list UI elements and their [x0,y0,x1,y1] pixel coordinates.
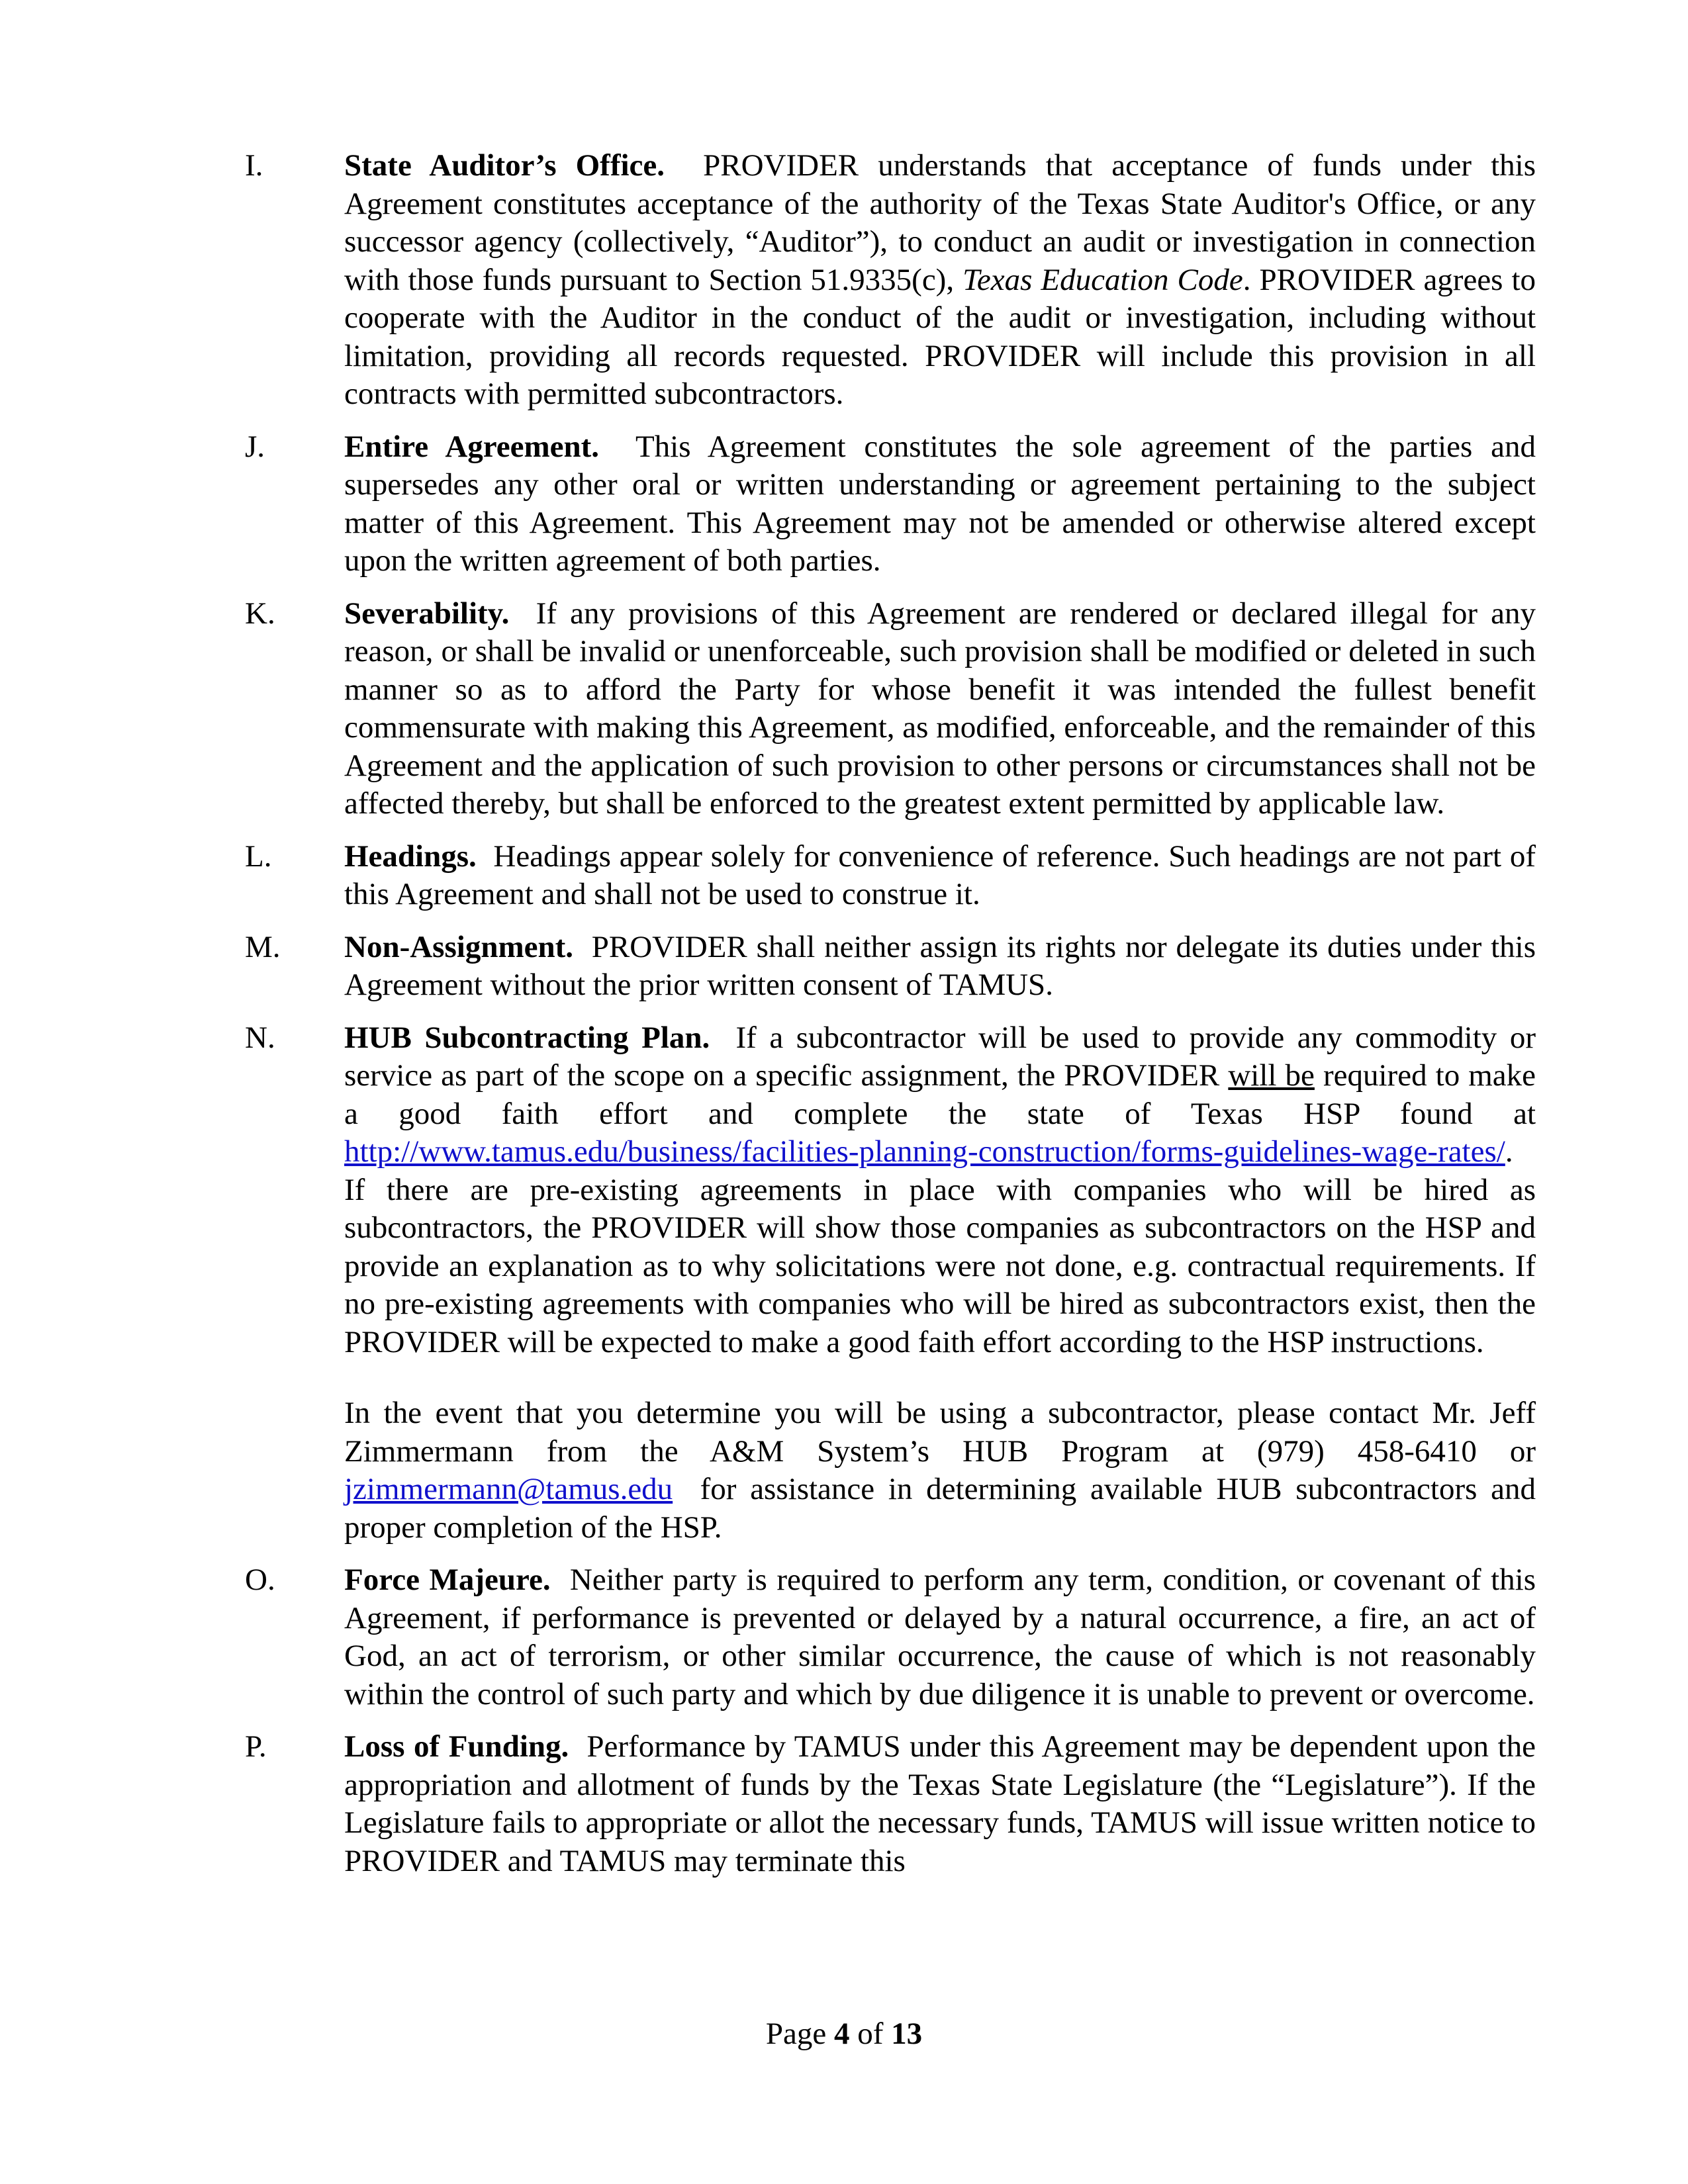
section-text: In the event that you determine you will be using a subcontractor, please contact Mr. Jeff Zimmermann from the A&M System’s HUB Program at (979) 458-6410 or [344,1396,1536,1469]
section-loss-of-funding [245,1728,1536,1880]
section-text: If a subcontractor will be used to provide any commodity or service as part of the scope on a specific assignment, the PROVIDER [344,1020,1536,1093]
section-letter: O. [245,1563,275,1597]
section-paragraph [344,838,1536,914]
section-heading: Headings. [344,839,477,874]
section-heading: HUB Subcontracting Plan. [344,1020,710,1055]
section-letter: M. [245,929,281,964]
section-text: required to make a good faith effort and complete the state of Texas HSP found at [344,1058,1536,1131]
section-letter: J. [245,429,265,464]
of-word: of [857,2017,884,2051]
section-paragraph [344,929,1536,1005]
sections-list [245,147,1536,1895]
section-text: Neither party is required to perform any term, condition, or covenant of this Agreement, if performance is prevented or delayed by a natural occurrence, a fire, an act of God, an act of terrorism, or other similar occurrence, the cause of which is not reasonably within the control of such party and which by due diligence it is unable to prevent or overcome. [344,1563,1536,1711]
section-heading: State Auditor’s Office. [344,148,665,183]
section-text: . If there are pre-existing agreements in place with companies who will be hired as subcontractors, the PROVIDER will show those companies as subcontractors on the HSP and provide an explanation as to why solicitations were not done, e.g. contractual requirements. If no pre-existing agreements with companies who will be hired as subcontractors exist, then the PROVIDER will be expected to make a good faith effort according to the HSP instructions. [344,1134,1536,1359]
section-heading: Severability. [344,596,510,631]
section-text: If any provisions of this Agreement are rendered or declared illegal for any reason, or shall be invalid or unenforceable, such provision shall be modified or deleted in such manner so as to afford the Party for whose benefit it was intended the fullest benefit commensurate with making this Agreement, as modified, enforceable, and the remainder of this Agreement and the application of such provision to other persons or circumstances shall not be affected thereby, but shall be enforced to the greatest extent permitted by applicable law. [344,596,1536,821]
section-paragraph [344,595,1536,823]
section-paragraph [344,1561,1536,1713]
section-paragraph [344,1728,1536,1880]
section-text: for assistance in determining available HUB subcontractors and proper completion of the HSP. [344,1472,1536,1545]
section-text: This Agreement constitutes the sole agreement of the parties and supersedes any other oral or written understanding or agreement pertaining to the subject matter of this Agreement. This Agreement may not be amended or otherwise altered except upon the written agreement of both parties. [344,429,1536,578]
section-heading: Force Majeure. [344,1563,551,1597]
section-letter: P. [245,1729,267,1764]
section-state-auditor [245,147,1536,414]
section-letter: I. [245,148,263,183]
page-word: Page [765,2017,827,2051]
section-text-underlined: will be [1228,1058,1315,1093]
section-paragraph [344,147,1536,414]
section-letter: K. [245,596,275,631]
section-heading: Non-Assignment. [344,929,574,964]
section-heading: Entire Agreement. [344,429,600,464]
section-paragraph [344,428,1536,580]
section-text: PROVIDER understands that acceptance of funds under this Agreement constitutes acceptance of the authority of the Texas State Auditor's Office, or any successor agency (collectively, “Auditor”), to conduct an audit or investigation in connection with those funds pursuant to Section 51.9335(c), [344,148,1536,297]
section-text: PROVIDER shall neither assign its rights nor delegate its duties under this Agreement without the prior written consent of TAMUS. [344,929,1536,1002]
section-entire-agreement [245,428,1536,580]
section-letter: L. [245,839,272,874]
section-text: . PROVIDER agrees to cooperate with the Auditor in the conduct of the audit or investigation, including without limitation, providing all records requested. PROVIDER will include this provision in all contracts with permitted subcontractors. [344,262,1536,411]
section-heading: Loss of Funding. [344,1729,569,1764]
section-text: Headings appear solely for convenience of reference. Such headings are not part of this Agreement and shall not be used to construe it. [344,839,1536,911]
section-force-majeure [245,1561,1536,1713]
section-text-italic: Texas Education Code [962,262,1243,297]
section-paragraph [344,1019,1536,1362]
section-paragraph-contact [344,1394,1536,1547]
page-footer [0,2015,1688,2053]
current-page-number: 4 [833,2017,850,2051]
section-hub-subcontracting-plan [245,1019,1536,1547]
section-non-assignment [245,929,1536,1005]
section-severability [245,595,1536,823]
section-headings [245,838,1536,914]
section-text: Performance by TAMUS under this Agreement may be dependent upon the appropriation and allotment of funds by the Texas State Legislature (the “Legislature”). If the Legislature fails to appropriate or allot the necessary funds, TAMUS will issue written notice to PROVIDER and TAMUS may terminate this [344,1729,1536,1878]
section-letter: N. [245,1020,275,1055]
email-link[interactable]: jzimmermann@tamus.edu [344,1472,673,1506]
hsp-forms-link[interactable]: http://www.tamus.edu/business/facilities-planning-construction/forms-guidelines-wage-rates/ [344,1134,1505,1169]
total-page-count: 13 [891,2017,923,2051]
